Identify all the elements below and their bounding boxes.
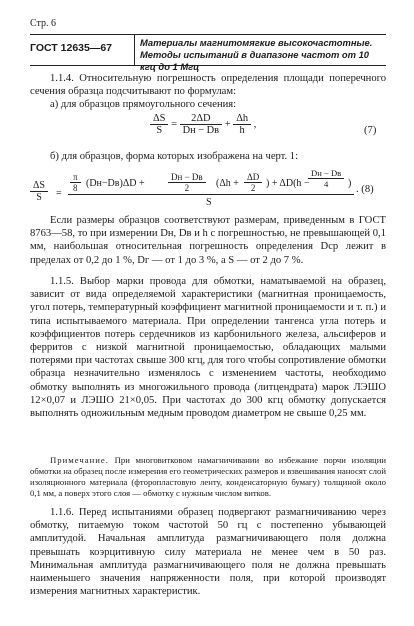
formula8-lhs bbox=[30, 180, 48, 203]
paragraph-sizes bbox=[30, 214, 386, 267]
formula7-lhs bbox=[150, 113, 168, 136]
formula8-part-e: ) + ΔD(h − bbox=[266, 178, 310, 189]
equation-number-8: . (8) bbox=[356, 184, 374, 195]
formula8-lhs-num: ΔS bbox=[30, 180, 48, 192]
formula7-term1 bbox=[180, 113, 223, 136]
formula8-pi: π bbox=[70, 172, 81, 183]
item-b-text: б) для образцов, форма которых изображена на черт. 1: bbox=[50, 151, 299, 162]
formula8-part-g: ) bbox=[348, 178, 352, 189]
formula8-pi-den: 8 bbox=[73, 183, 78, 193]
formula8-numerator bbox=[68, 168, 354, 195]
formula8-frac-f bbox=[308, 168, 344, 189]
formula8-c-num: Dн − Dв bbox=[168, 172, 206, 183]
item-a-text: а) для образцов прямоугольного сечения: bbox=[50, 99, 237, 111]
formula8-pi-frac bbox=[70, 172, 81, 193]
equation-number-7: (7) bbox=[364, 125, 377, 136]
formula8-d2-num: ΔD bbox=[244, 172, 262, 183]
formula7-lhs-den: S bbox=[156, 125, 163, 136]
formula-7 bbox=[150, 113, 256, 136]
formula7-t1-den: Dн − Dв bbox=[182, 125, 220, 136]
para-1-1-6-text: 1.1.6. Перед испытаниями образец подвергают размагничиванию через обмотку, питаемую током частотой 50 гц с постепенно убывающей амплитудой. Начальная амплитуда размагничивающего поля должна превышать коэрцитивную силу материала не менее чем в 50 раз. Минимальная амплитуда размагничивающего поля не должна превышать наименьшего значения напряженности поля, при которой производят измерения магнитных характеристик. bbox=[30, 507, 386, 598]
formula8-eq: = bbox=[56, 188, 62, 199]
formula7-t2-num: Δh bbox=[233, 113, 251, 125]
formula7-plus: + bbox=[224, 118, 231, 130]
formula8-part-d: (Δh + bbox=[216, 178, 239, 189]
formula7-eq: = bbox=[171, 118, 177, 130]
formula7-t2-den: h bbox=[239, 125, 245, 136]
formula8-d2-den: 2 bbox=[250, 183, 256, 193]
formula8-den: S bbox=[206, 197, 212, 208]
standard-code: ГОСТ 12635—67 bbox=[30, 42, 113, 54]
standard-title: Материалы магнитомягкие высокочастотные. Методы испытаний в диапазоне частот от 10 кгц до 1 Мгц bbox=[140, 37, 373, 72]
para-1-1-4-text: 1.1.4. Относительную погрешность определения площади поперечного сечения образца подсчитывают по формулам: bbox=[30, 73, 386, 98]
header-divider bbox=[134, 35, 135, 65]
page-number: Стр. 6 bbox=[30, 18, 57, 29]
standard-header bbox=[30, 34, 386, 72]
formula7-tail: , bbox=[253, 118, 257, 130]
formula7-term2 bbox=[233, 113, 251, 136]
paragraph-1-1-5 bbox=[30, 275, 386, 420]
note-block bbox=[30, 455, 386, 499]
para-sizes-text: Если размеры образцов соответствуют размерам, приведенным в ГОСТ 8763—58, то при измерении Dн, Dв и h с погрешностью, не превышающей 0,1 мм, наибольшая относительная погрешность определения Dср лежит в пределах от 0,2 до 1 %, Dг — от 1 до 3 %, а S — от 2 до 7 %. bbox=[30, 215, 386, 266]
formula8-frac-c bbox=[168, 172, 206, 193]
item-b bbox=[30, 150, 386, 163]
formula7-t1-num: 2ΔD bbox=[180, 113, 223, 125]
note-label: Примечание. bbox=[50, 455, 109, 465]
formula7-lhs-num: ΔS bbox=[150, 113, 168, 125]
paragraph-1-1-4 bbox=[30, 72, 386, 112]
formula8-part-b: (Dн−Dв)ΔD + bbox=[86, 178, 145, 189]
note-text: При многовитковом намагничивании во избежание порчи изоляции обмотки на образец после измерения его геометрических размеров и взвешивания наносят слой изоляционного материала (фторопластовую ленту, конденсаторную бумагу) толщиной около 0,1 мм, а поверх этого слоя — обмотку с нужным числом витков. bbox=[30, 455, 387, 498]
formula8-c-den: 2 bbox=[184, 183, 190, 193]
formula8-lhs-den: S bbox=[36, 192, 42, 203]
para-1-1-5-text: 1.1.5. Выбор марки провода для обмотки, наматываемой на образец, зависит от вида определяемой характеристики (магнитная проницаемость, угол потерь, температурный коэффициент магнитной проницаемости и т. п.) и типа испытываемого материала. При определении тангенса угла потерь и коэффициентов потерь сердечников из карбонильного железа, альсиферов и ферритов с низкой магнитной проницаемостью, обладающих малыми потерями при частотах свыше 300 кгц, для того чтобы сопротивление обмотки образца незначительно изменялось с изменением частоты, необходимо обмотку выполнять из многожильного провода (литцендрата) марок ЛЭШО 12×0,07 и ЛЭШО 21×0,05. При частотах до 300 кгц обмотку допускается выполнять одножильным медным проводом диаметром не свыше 0,25 мм. bbox=[30, 276, 386, 420]
formula8-frac-d2 bbox=[244, 172, 262, 193]
formula8-f-num: Dн − Dв bbox=[308, 168, 344, 179]
paragraph-1-1-6 bbox=[30, 506, 386, 598]
formula8-f-den: 4 bbox=[323, 179, 329, 189]
